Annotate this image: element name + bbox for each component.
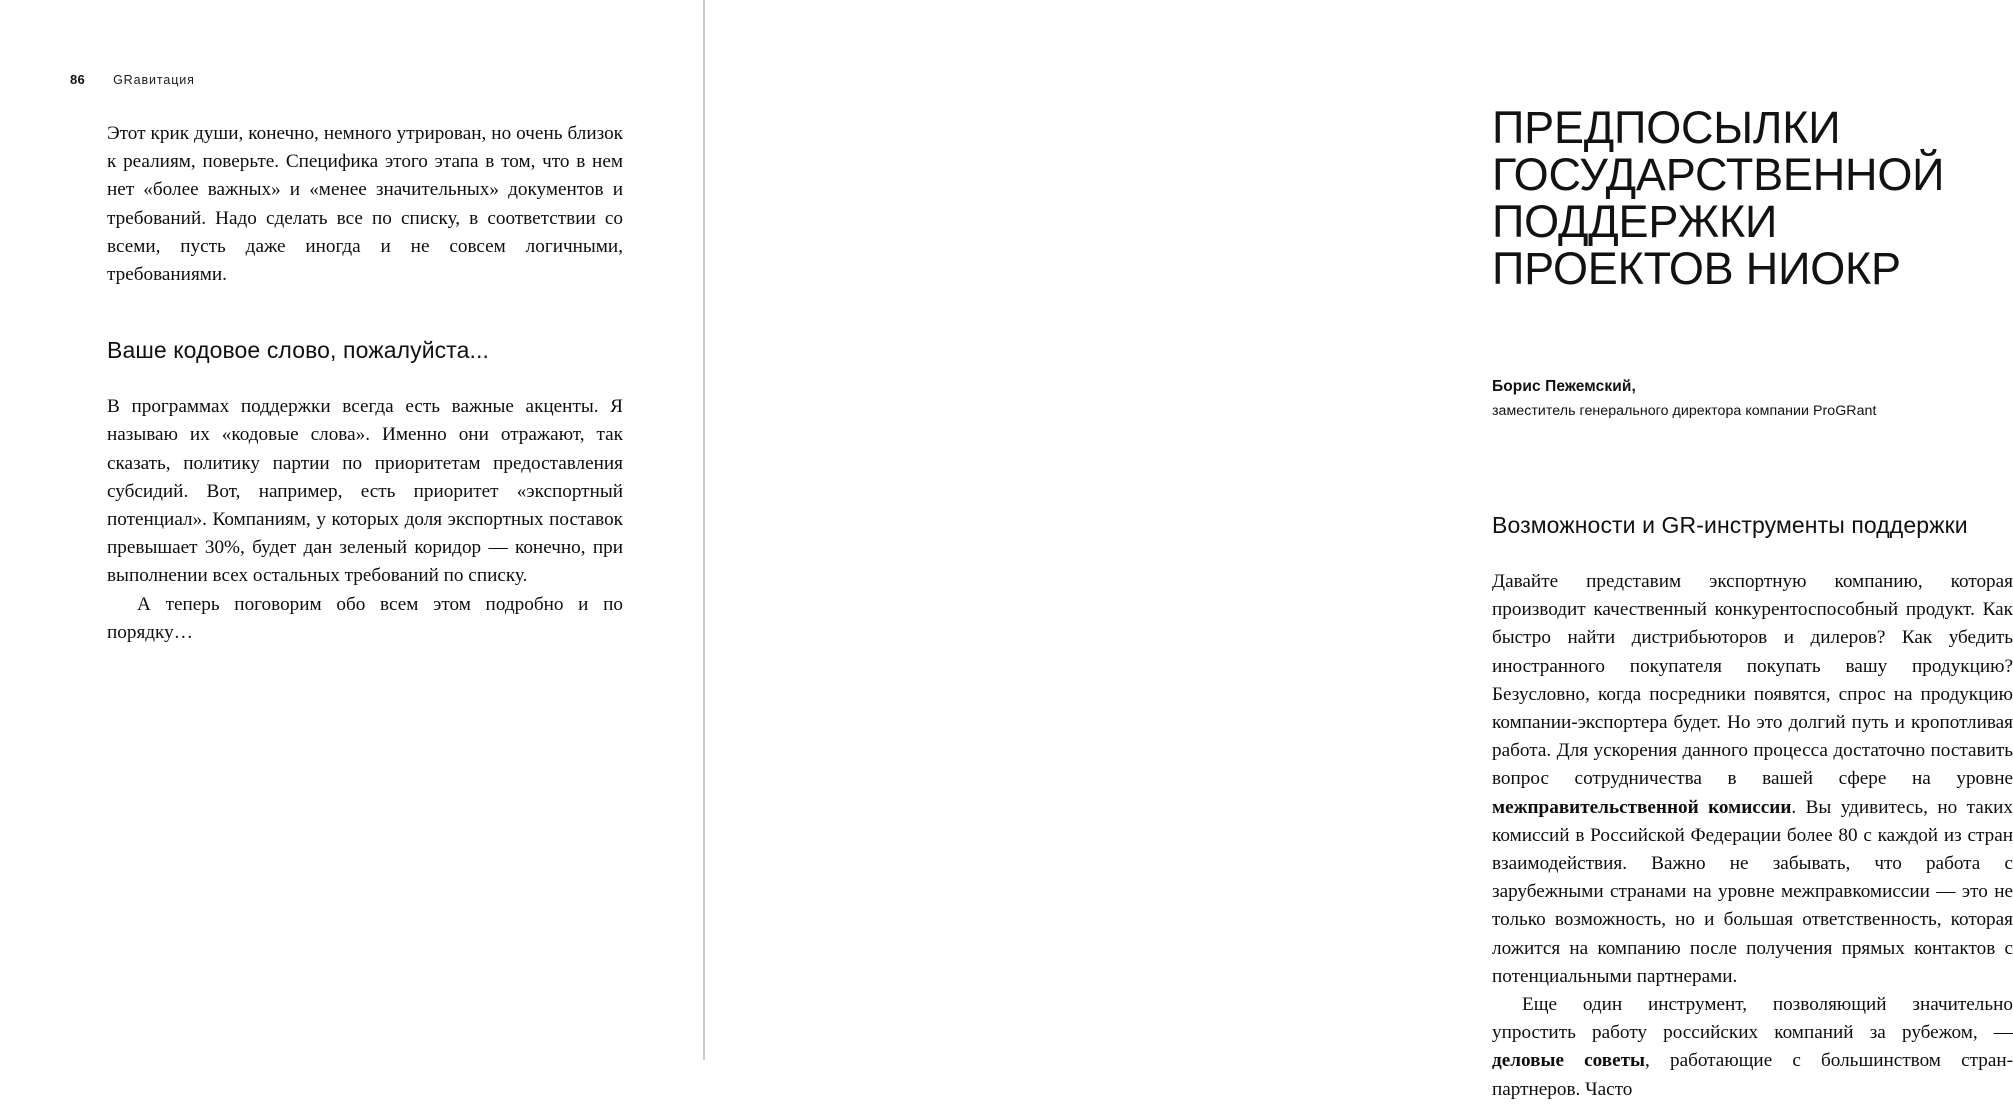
spacer [1492,292,2013,376]
spacer [107,365,623,393]
chapter-title: ПРЕДПОСЫЛКИ ГОСУДАРСТВЕННОЙ ПОДДЕРЖКИ ПРОЕКТОВ НИОКР [1492,102,1945,294]
right-paragraph-1-text-a: Давайте представим экспортную компанию, которая производит качественный конкурентоспособный продукт. Как быстро найти дистрибьюторов и дилеров? Как убедить иностранного покупателя покупать вашу продукцию? Безусловно, когда посредники появятся, спрос на продукцию компании-экспортера будет. Но это долгий путь и кропотливая работа. Для ускорения данного процесса достаточно поставить вопрос сотрудничества в вашей сфере на уровне [1492,571,2013,790]
right-paragraph-2-text-a: Еще один инструмент, позволяющий значительно упростить работу российских компаний за рубежом, — [1492,994,2013,1044]
right-paragraph-2 [1492,991,2013,1104]
left-paragraph-1: Этот крик души, конечно, немного утрирован, но очень близок к реалиям, поверьте. Специфика этого этапа в том, что в нем нет «более важных» и «менее значительных» документов и требований. Надо сделать все по списку, в соответствии со всеми, пусть даже иногда и не совсем логичными, требованиями. [107,123,623,286]
left-text-column [107,120,623,647]
right-paragraph-1-bold-term: межправительственной комиссии [1492,796,1792,818]
spacer [1492,422,2013,510]
right-paragraph-2-text-b: , работающие с большинством стран-партнеров. Часто [1492,1050,2013,1100]
left-paragraph-3: А теперь поговорим обо всем этом подробно и по порядку… [107,593,623,643]
author-byline [1492,376,2013,422]
left-paragraph-2: В программах поддержки всегда есть важные акценты. Я называю их «кодовые слова». Именно они отражают, так сказать, политику партии по приоритетам предоставления субсидий. Вот, например, есть приоритет «экспортный потенциал». Компаниям, у которых доля экспортных поставок превышает 30%, будет дан зеленый коридор — конечно, при выполнении всех остальных требований по списку. [107,396,623,587]
left-subheading: Ваше кодовое слово, пожалуйста... [107,337,489,364]
author-name: Борис Пежемский, [1492,378,1636,395]
right-paragraph-1-text-b: . Вы удивитесь, но таких комиссий в Российской Федерации более 80 с каждой из стран взаимодействия. Важно не забывать, что работа с зарубежными странами на уровне межправкомиссии — это не только возможность, но и большая ответственность, которая ложится на компанию после получения прямых контактов с потенциальными партнерами. [1492,796,2013,987]
right-text-column [1492,104,2013,1104]
spacer [1492,540,2013,568]
page-folio-number: 86 [70,72,86,87]
spacer [107,289,623,335]
right-page [705,0,2013,1100]
author-role: заместитель генерального директора компании ProGRant [1492,403,1877,419]
left-page [0,0,703,1060]
running-head-book-title: GRавитация [113,73,195,87]
right-paragraph-2-bold-term: деловые советы [1492,1050,1646,1072]
running-head [70,72,195,87]
right-subheading: Возможности и GR-инструменты поддержки [1492,512,1968,538]
right-paragraph-1 [1492,568,2013,991]
